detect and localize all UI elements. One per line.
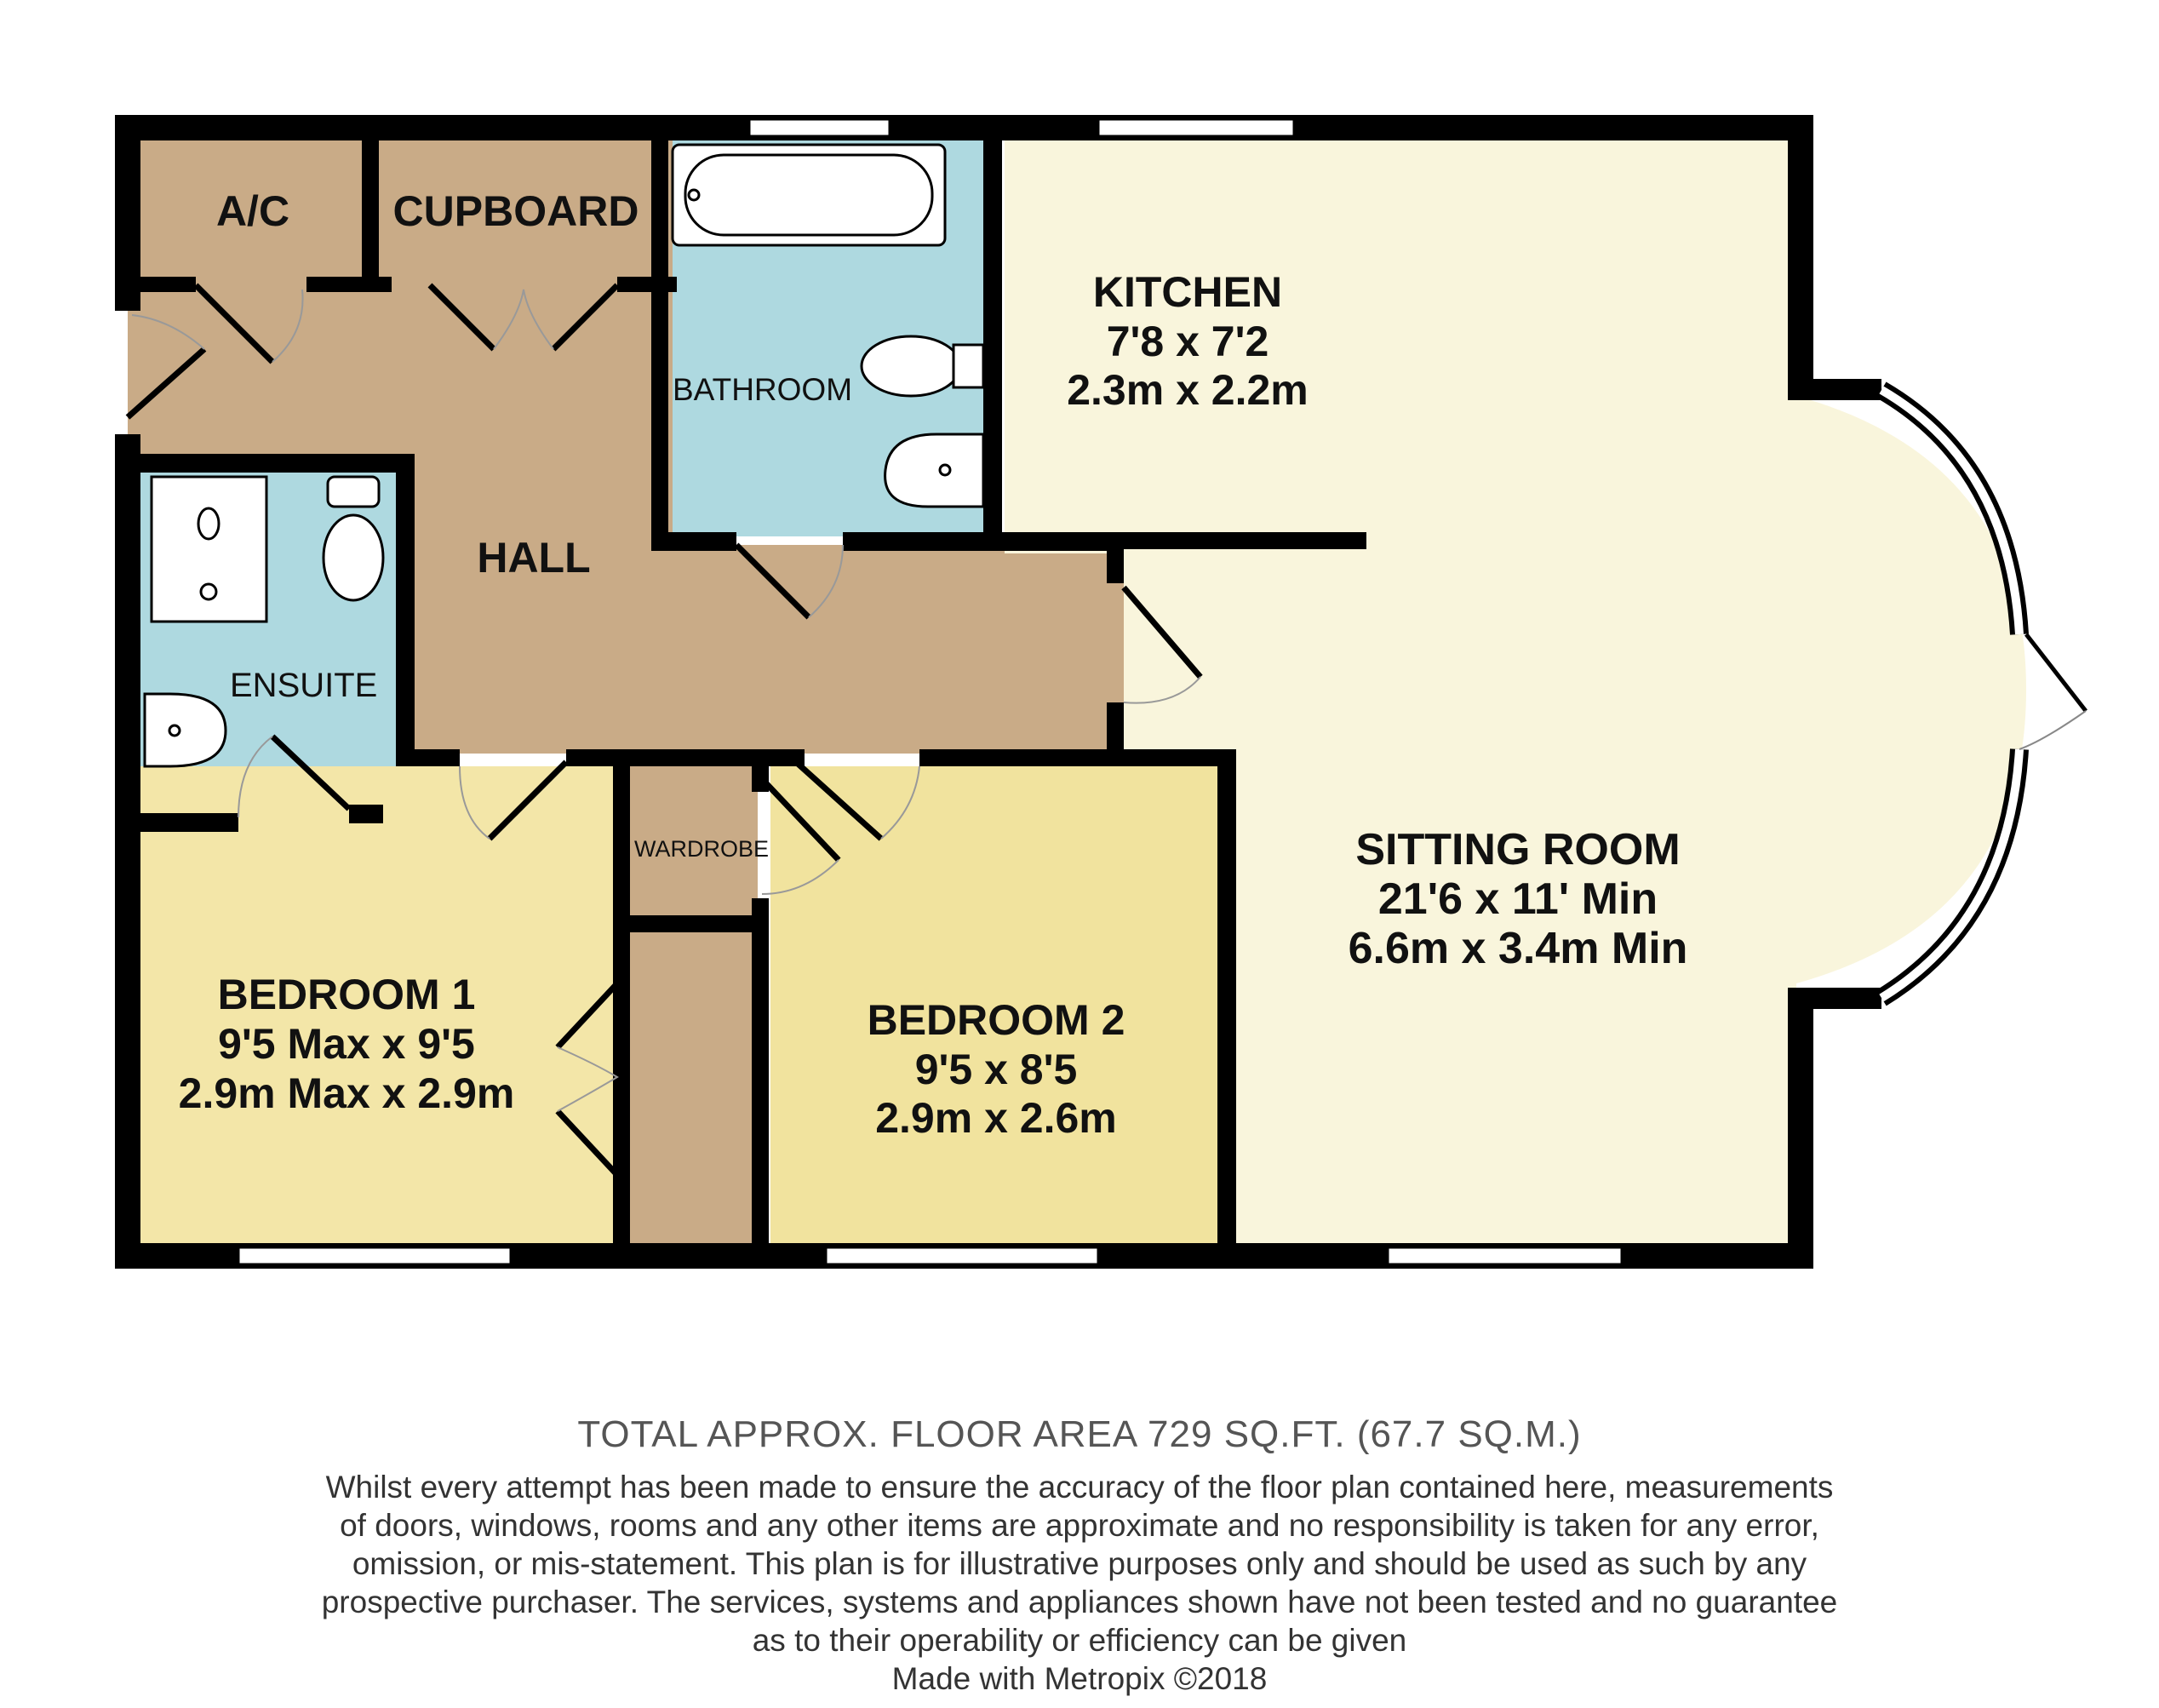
bathroom-toilet-icon bbox=[862, 336, 960, 396]
sitting-imperial: 21'6 x 11' Min bbox=[1377, 874, 1658, 924]
bedroom2-top-right bbox=[919, 749, 1234, 766]
ac-bottom-wall bbox=[115, 277, 196, 292]
ensuite-cistern-icon bbox=[328, 477, 379, 507]
disclaimer-line: of doors, windows, rooms and any other items are approximate and no responsibility is taken for any error, bbox=[340, 1508, 1819, 1543]
ensuite-basin-drain-icon bbox=[169, 725, 180, 736]
bathtub-inner-icon bbox=[685, 155, 932, 235]
ensuite-basin-icon bbox=[145, 694, 226, 766]
bay-top-stub bbox=[1788, 379, 1881, 400]
ensuite-bottom-wall bbox=[115, 813, 238, 832]
sitting-name: SITTING ROOM bbox=[1355, 825, 1681, 874]
ac-bottom-wall-b bbox=[306, 277, 392, 292]
credit: Made with Metropix ©2018 bbox=[891, 1661, 1268, 1696]
ensuite-top-wall bbox=[115, 454, 413, 473]
bedroom2-imperial: 9'5 x 8'5 bbox=[914, 1046, 1078, 1093]
kitchen-name: KITCHEN bbox=[1092, 268, 1283, 316]
disclaimer-line: omission, or mis-statement. This plan is for illustrative purposes only and should be used as such by any bbox=[352, 1546, 1807, 1581]
bedroom1-top-left bbox=[396, 749, 460, 766]
disclaimer-line: prospective purchaser. The services, systems and appliances shown have not been tested and no guarantee bbox=[321, 1585, 1838, 1619]
bedroom2-name: BEDROOM 2 bbox=[867, 996, 1125, 1044]
ensuite-toilet-icon bbox=[324, 515, 383, 600]
window-bedroom1 bbox=[238, 1247, 511, 1264]
bathroom-basin-icon bbox=[885, 434, 983, 507]
cupboard-label: CUPBOARD bbox=[392, 187, 639, 235]
ensuite-bottom-wall-b bbox=[349, 805, 383, 823]
bedroom1-metric: 2.9m Max x 2.9m bbox=[178, 1069, 515, 1117]
shower-drain-icon bbox=[201, 584, 216, 599]
disclaimer bbox=[0, 1468, 2159, 1659]
bedroom2-sitting-divider bbox=[1217, 749, 1236, 1252]
window-bathroom bbox=[749, 119, 890, 136]
bay-door-swing bbox=[2019, 711, 2086, 749]
outer-wall-right-lower bbox=[1788, 988, 1813, 1269]
bathroom-kitchen-divider bbox=[983, 115, 1002, 541]
bedroom1-store-wall-upper bbox=[613, 749, 623, 979]
kitchen-metric: 2.3m x 2.2m bbox=[1067, 366, 1309, 414]
window-bedroom2 bbox=[826, 1247, 1098, 1264]
ensuite-right-wall bbox=[396, 454, 415, 760]
wardrobe-bottom-wall bbox=[613, 915, 758, 932]
kitchen-imperial: 7'8 x 7'2 bbox=[1106, 318, 1269, 365]
outer-wall-right-upper bbox=[1788, 115, 1813, 400]
bedroom2-metric: 2.9m x 2.6m bbox=[875, 1094, 1117, 1142]
hall-label: HALL bbox=[477, 534, 591, 582]
wardrobe-label: WARDROBE bbox=[634, 836, 770, 862]
bathroom-bottom-left bbox=[651, 532, 736, 551]
ensuite-label: ENSUITE bbox=[230, 667, 378, 704]
bathroom-basin-drain-icon bbox=[940, 465, 950, 475]
ac-cupboard-divider bbox=[362, 115, 379, 285]
sitting-metric: 6.6m x 3.4m Min bbox=[1348, 924, 1688, 973]
bedroom1-imperial: 9'5 Max x 9'5 bbox=[218, 1020, 475, 1068]
bathroom-cistern-icon bbox=[954, 345, 983, 387]
bedroom1-name: BEDROOM 1 bbox=[217, 971, 476, 1018]
kitchen-sitting-divider bbox=[983, 532, 1366, 549]
bedroom1-store-wall-lower bbox=[613, 1175, 623, 1252]
window-sitting bbox=[1388, 1247, 1622, 1264]
ac-label: A/C bbox=[215, 187, 290, 235]
outer-wall-left-lower bbox=[115, 434, 140, 1269]
footer bbox=[0, 1413, 2159, 1698]
bay-door-leaf bbox=[2026, 634, 2086, 711]
disclaimer-line: Whilst every attempt has been made to ensure the accuracy of the floor plan contained here, measurements bbox=[325, 1470, 1834, 1505]
bath-tap-icon bbox=[689, 190, 699, 200]
hall-sitting-divider-upper bbox=[1107, 549, 1124, 583]
window-kitchen bbox=[1098, 119, 1294, 136]
disclaimer-line: as to their operability or efficiency can be given bbox=[752, 1623, 1407, 1658]
store-right-wall bbox=[752, 898, 769, 1252]
cupboard-bathroom-divider bbox=[651, 115, 668, 541]
total-floor-area: TOTAL APPROX. FLOOR AREA 729 SQ.FT. (67.7 SQ.M.) bbox=[577, 1413, 1582, 1455]
shower-head-icon bbox=[198, 508, 219, 539]
bay-bottom-stub bbox=[1788, 988, 1881, 1009]
bathroom-label: BATHROOM bbox=[673, 372, 853, 407]
store-floor bbox=[630, 928, 758, 1247]
